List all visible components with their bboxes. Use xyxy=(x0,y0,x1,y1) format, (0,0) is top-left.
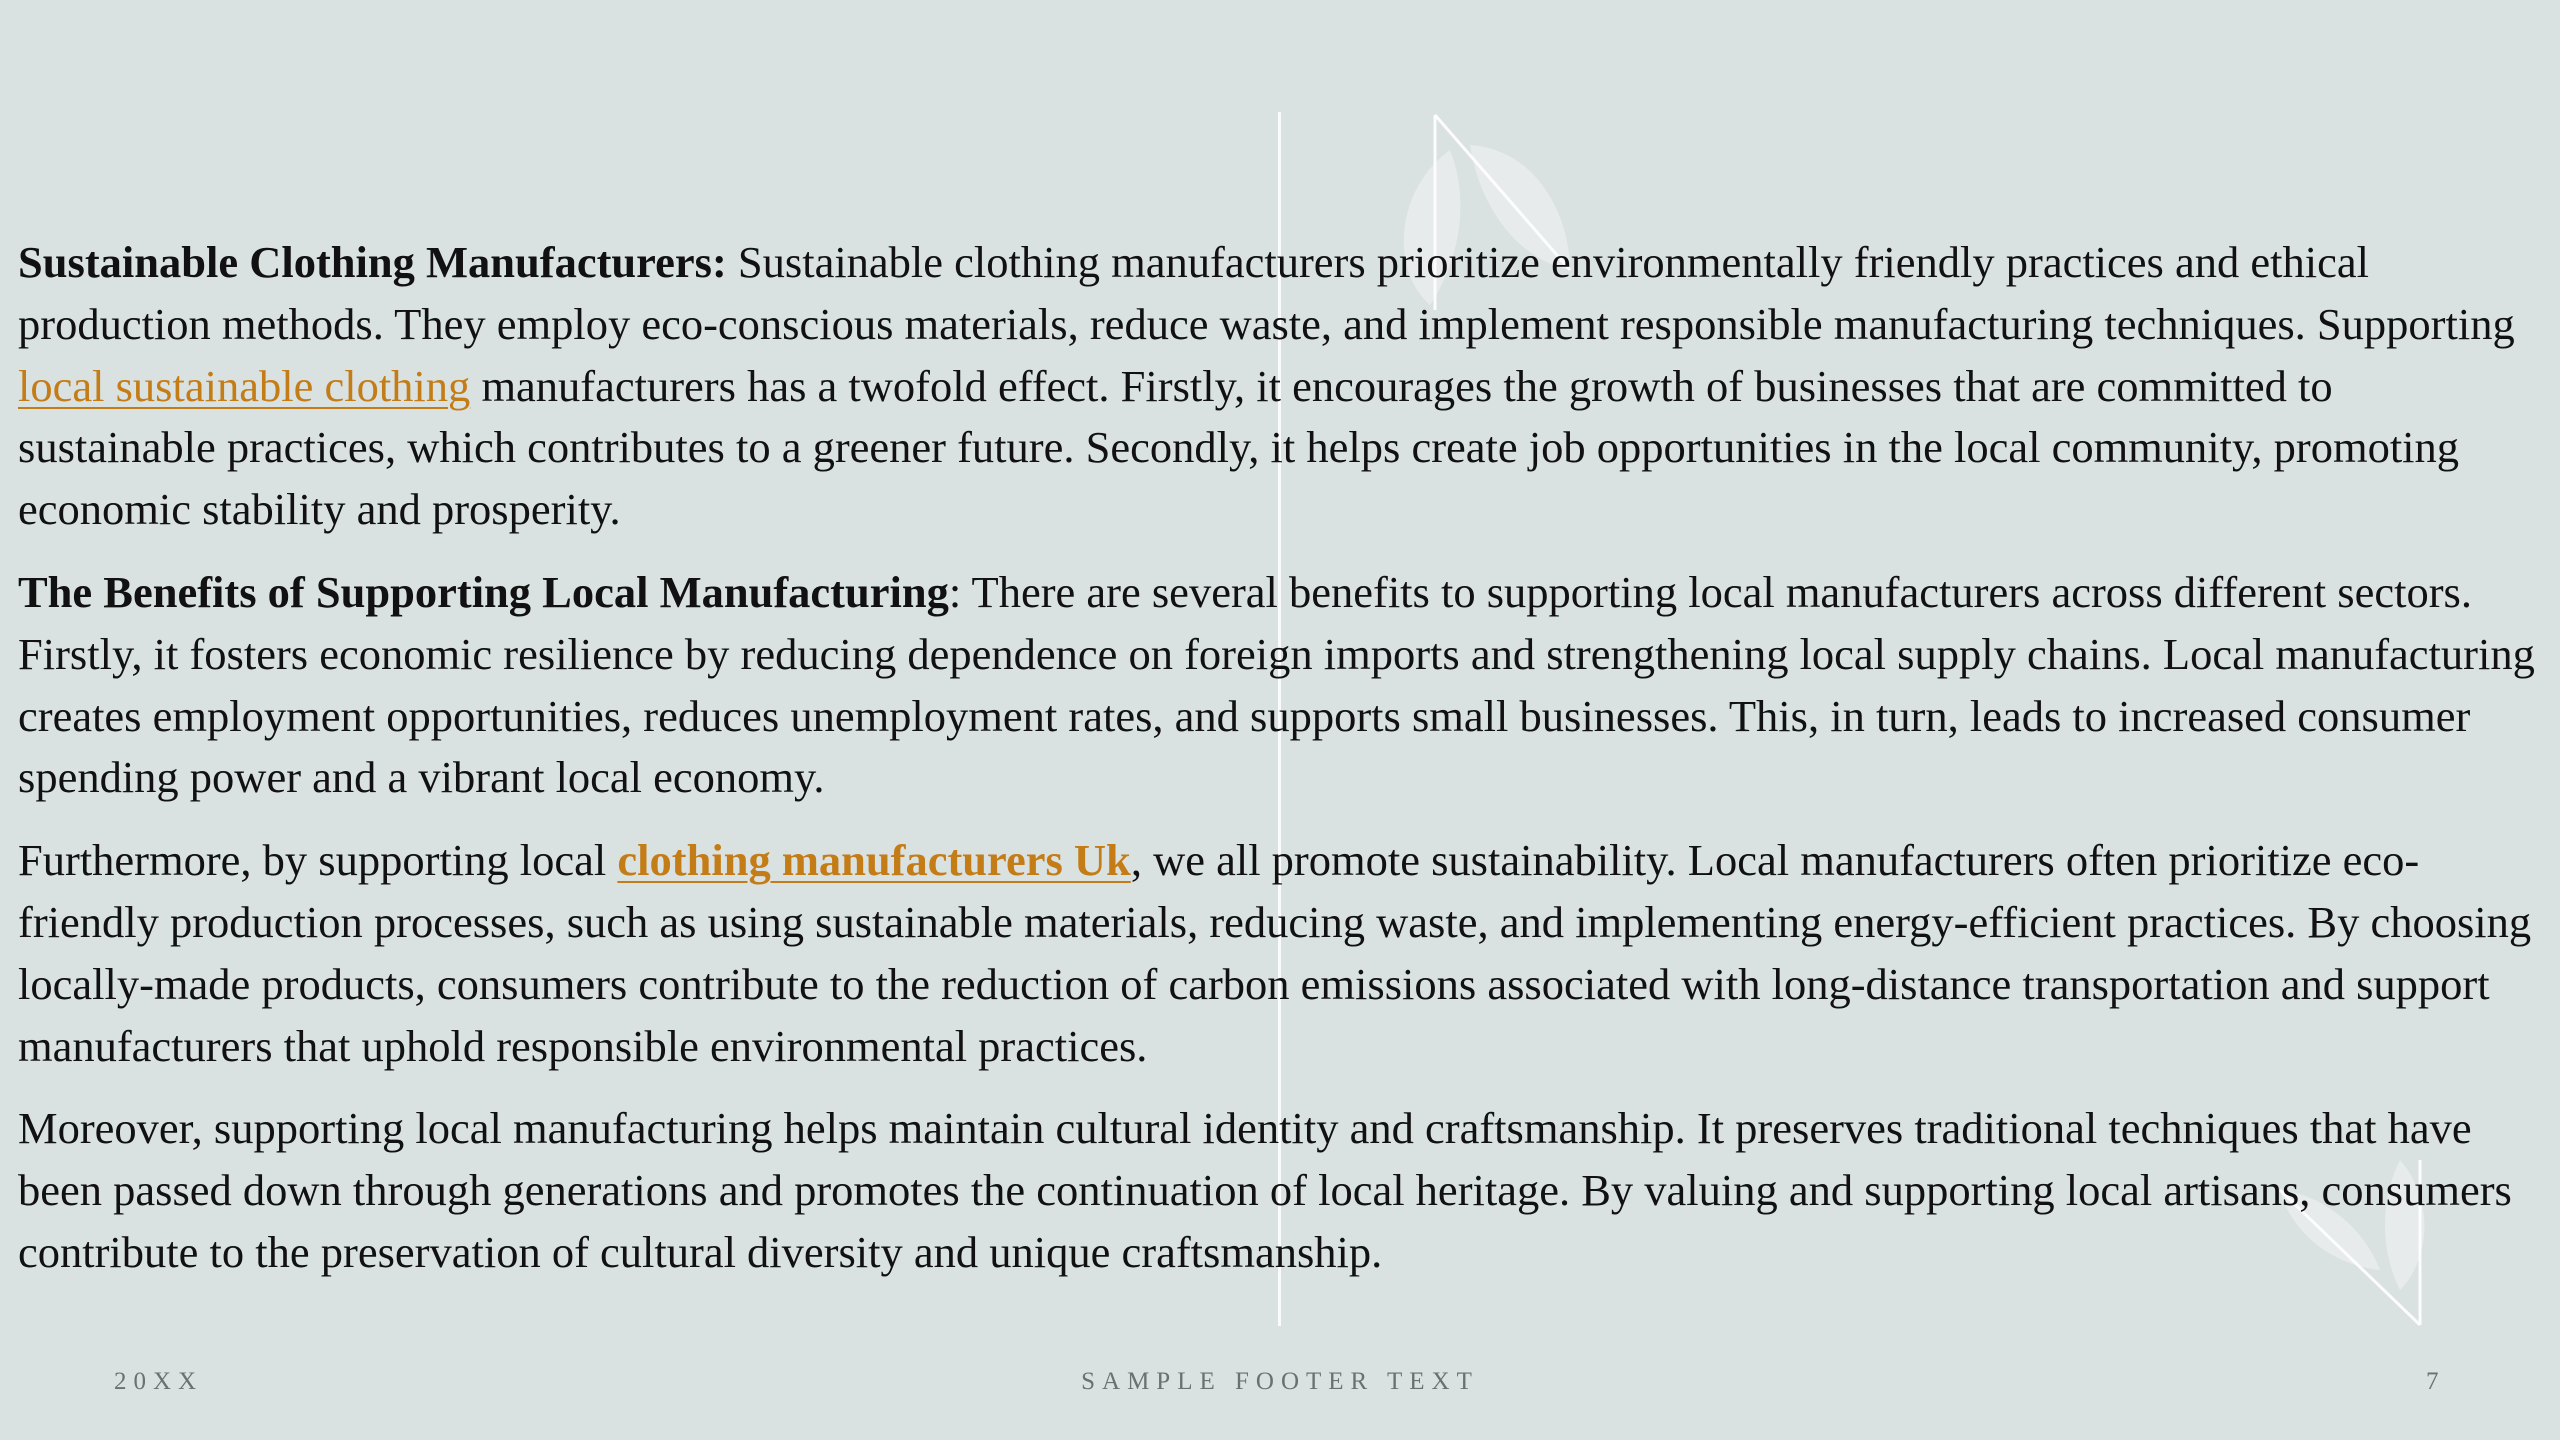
paragraph-text: manufacturers has a twofold effect. Firstly, it encourages the growth of businesses that are committed to sustainable practices, which contributes to a greener future. Secondly, it helps create job opportunities in the local community, promoting economic stability and prosperity. xyxy=(18,360,2460,535)
paragraph-text: , we all promote sustainability. Local manufacturers often prioritize eco-friendly production processes, such as using sustainable materials, reducing waste, and implementing energy-efficient practices. By choosing locally-made products, consumers contribute to the reduction of carbon emissions associated with long-distance transportation and support manufacturers that uphold responsible environmental practices. xyxy=(18,835,2532,1071)
paragraph-text: Furthermore, by supporting local xyxy=(18,835,618,886)
body-text xyxy=(18,232,2538,1305)
paragraph-heading: Sustainable Clothing Manufacturers: xyxy=(18,237,727,287)
footer-date: 20XX xyxy=(114,1368,204,1395)
paragraph-sustainability xyxy=(18,830,2538,1077)
paragraph-text: Sustainable clothing manufacturers prioritize environmentally friendly practices and ethical production methods. They employ eco-conscious materials, reduce waste, and implement responsible manufacturing techniques. Supporting xyxy=(18,237,2515,349)
paragraph-heading: The Benefits of Supporting Local Manufacturing xyxy=(18,566,949,617)
paragraph-text: Moreover, supporting local manufacturing helps maintain cultural identity and craftsmanship. It preserves traditional techniques that have been passed down through generations and promotes the continuation of local heritage. By valuing and supporting local artisans, consumers contribute to the preservation of cultural diversity and unique craftsmanship. xyxy=(18,1103,2512,1277)
paragraph-cultural-identity xyxy=(18,1098,2538,1283)
paragraph-sustainable-clothing xyxy=(18,232,2538,541)
link-local-sustainable-clothing[interactable]: local sustainable clothing xyxy=(18,360,471,411)
paragraph-benefits xyxy=(18,562,2538,809)
footer-page-number: 7 xyxy=(2426,1368,2439,1395)
paragraph-text: : There are several benefits to supporting local manufacturers across different sectors. Firstly, it fosters economic resilience by reducing dependence on foreign imports and strengthening local supply chains. Local manufacturing creates employment opportunities, reduces unemployment rates, and supports small businesses. This, in turn, leads to increased consumer spending power and a vibrant local economy. xyxy=(18,566,2535,803)
footer-text: SAMPLE FOOTER TEXT xyxy=(1081,1368,1479,1395)
link-clothing-manufacturers-uk[interactable]: clothing manufacturers Uk xyxy=(617,835,1131,886)
